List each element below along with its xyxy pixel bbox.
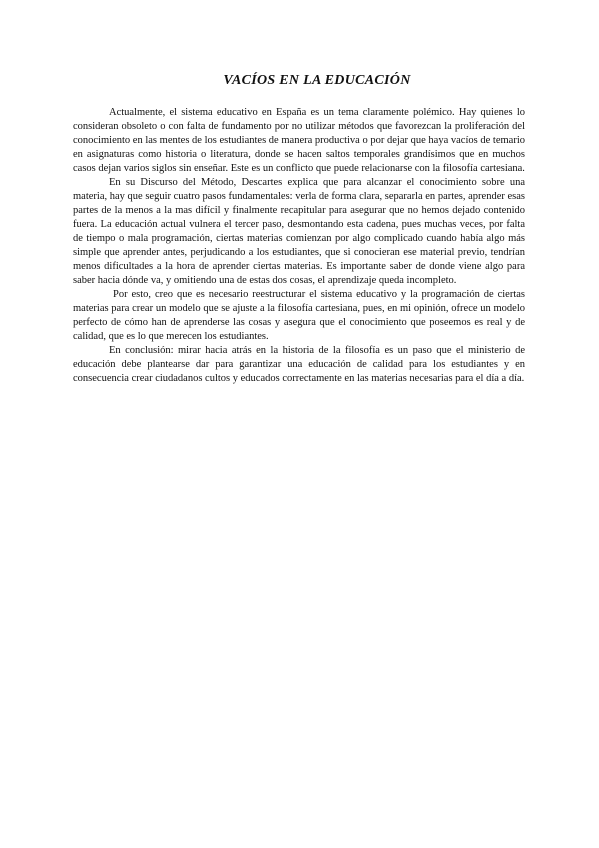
paragraph-3: Por esto, creo que es necesario reestructurar el sistema educativo y la programación de ciertas materias para crear un modelo que se ajuste a la filosofía cartesiana, pues, en mi opinión, ofrece un modelo perfecto de cómo han de aprenderse las cosas y asegura que el conocimiento que poseemos es real y de calidad, que es lo que merecen los estudiantes. [73,289,525,342]
paragraph-4: En conclusión: mirar hacia atrás en la historia de la filosofía es un paso que el ministerio de educación debe plantearse dar para garantizar una educación de calidad para los estudiantes y en consecuencia crear ciudadanos cultos y educados correctamente en las materias necesarias para el día a día. [73,345,525,384]
paragraph-2: En su Discurso del Método, Descartes explica que para alcanzar el conocimiento sobre una materia, hay que seguir cuatro pasos fundamentales: verla de forma clara, separarla en partes, aprender esas partes de la menos a la mas difícil y finalmente recapitular para asegurar que no hemos dejado contenido fuera. La educación actual vulnera el tercer paso, desmontando esta cadena, pues muchas veces, por falta de tiempo o mala programación, ciertas materias comienzan por algo complicado cuando había algo más simple que aprender antes, perjudicando a los estudiantes, que si conocieran ese material previo, tendrían menos dificultades a la hora de aprender ciertas materias. Es importante saber de donde viene algo para saber hacia dónde va, y omitiendo una de estas dos cosas, el aprendizaje queda incompleto. [73,177,525,286]
document-body [73,106,525,386]
paragraph-1: Actualmente, el sistema educativo en España es un tema claramente polémico. Hay quienes lo consideran obsoleto o con falta de fundamento por no utilizar métodos que favorezcan la proliferación del conocimiento en las mentes de los estudiantes de manera productiva o por dejar que haya vacíos de temario en asignaturas como historia o literatura, donde se hacen saltos temporales grandísimos que en muchos casos dejan varios siglos sin enseñar. Este es un conflicto que puede relacionarse con la filosofía cartesiana. [73,107,525,174]
document-title: VACÍOS EN LA EDUCACIÓN [223,73,411,88]
